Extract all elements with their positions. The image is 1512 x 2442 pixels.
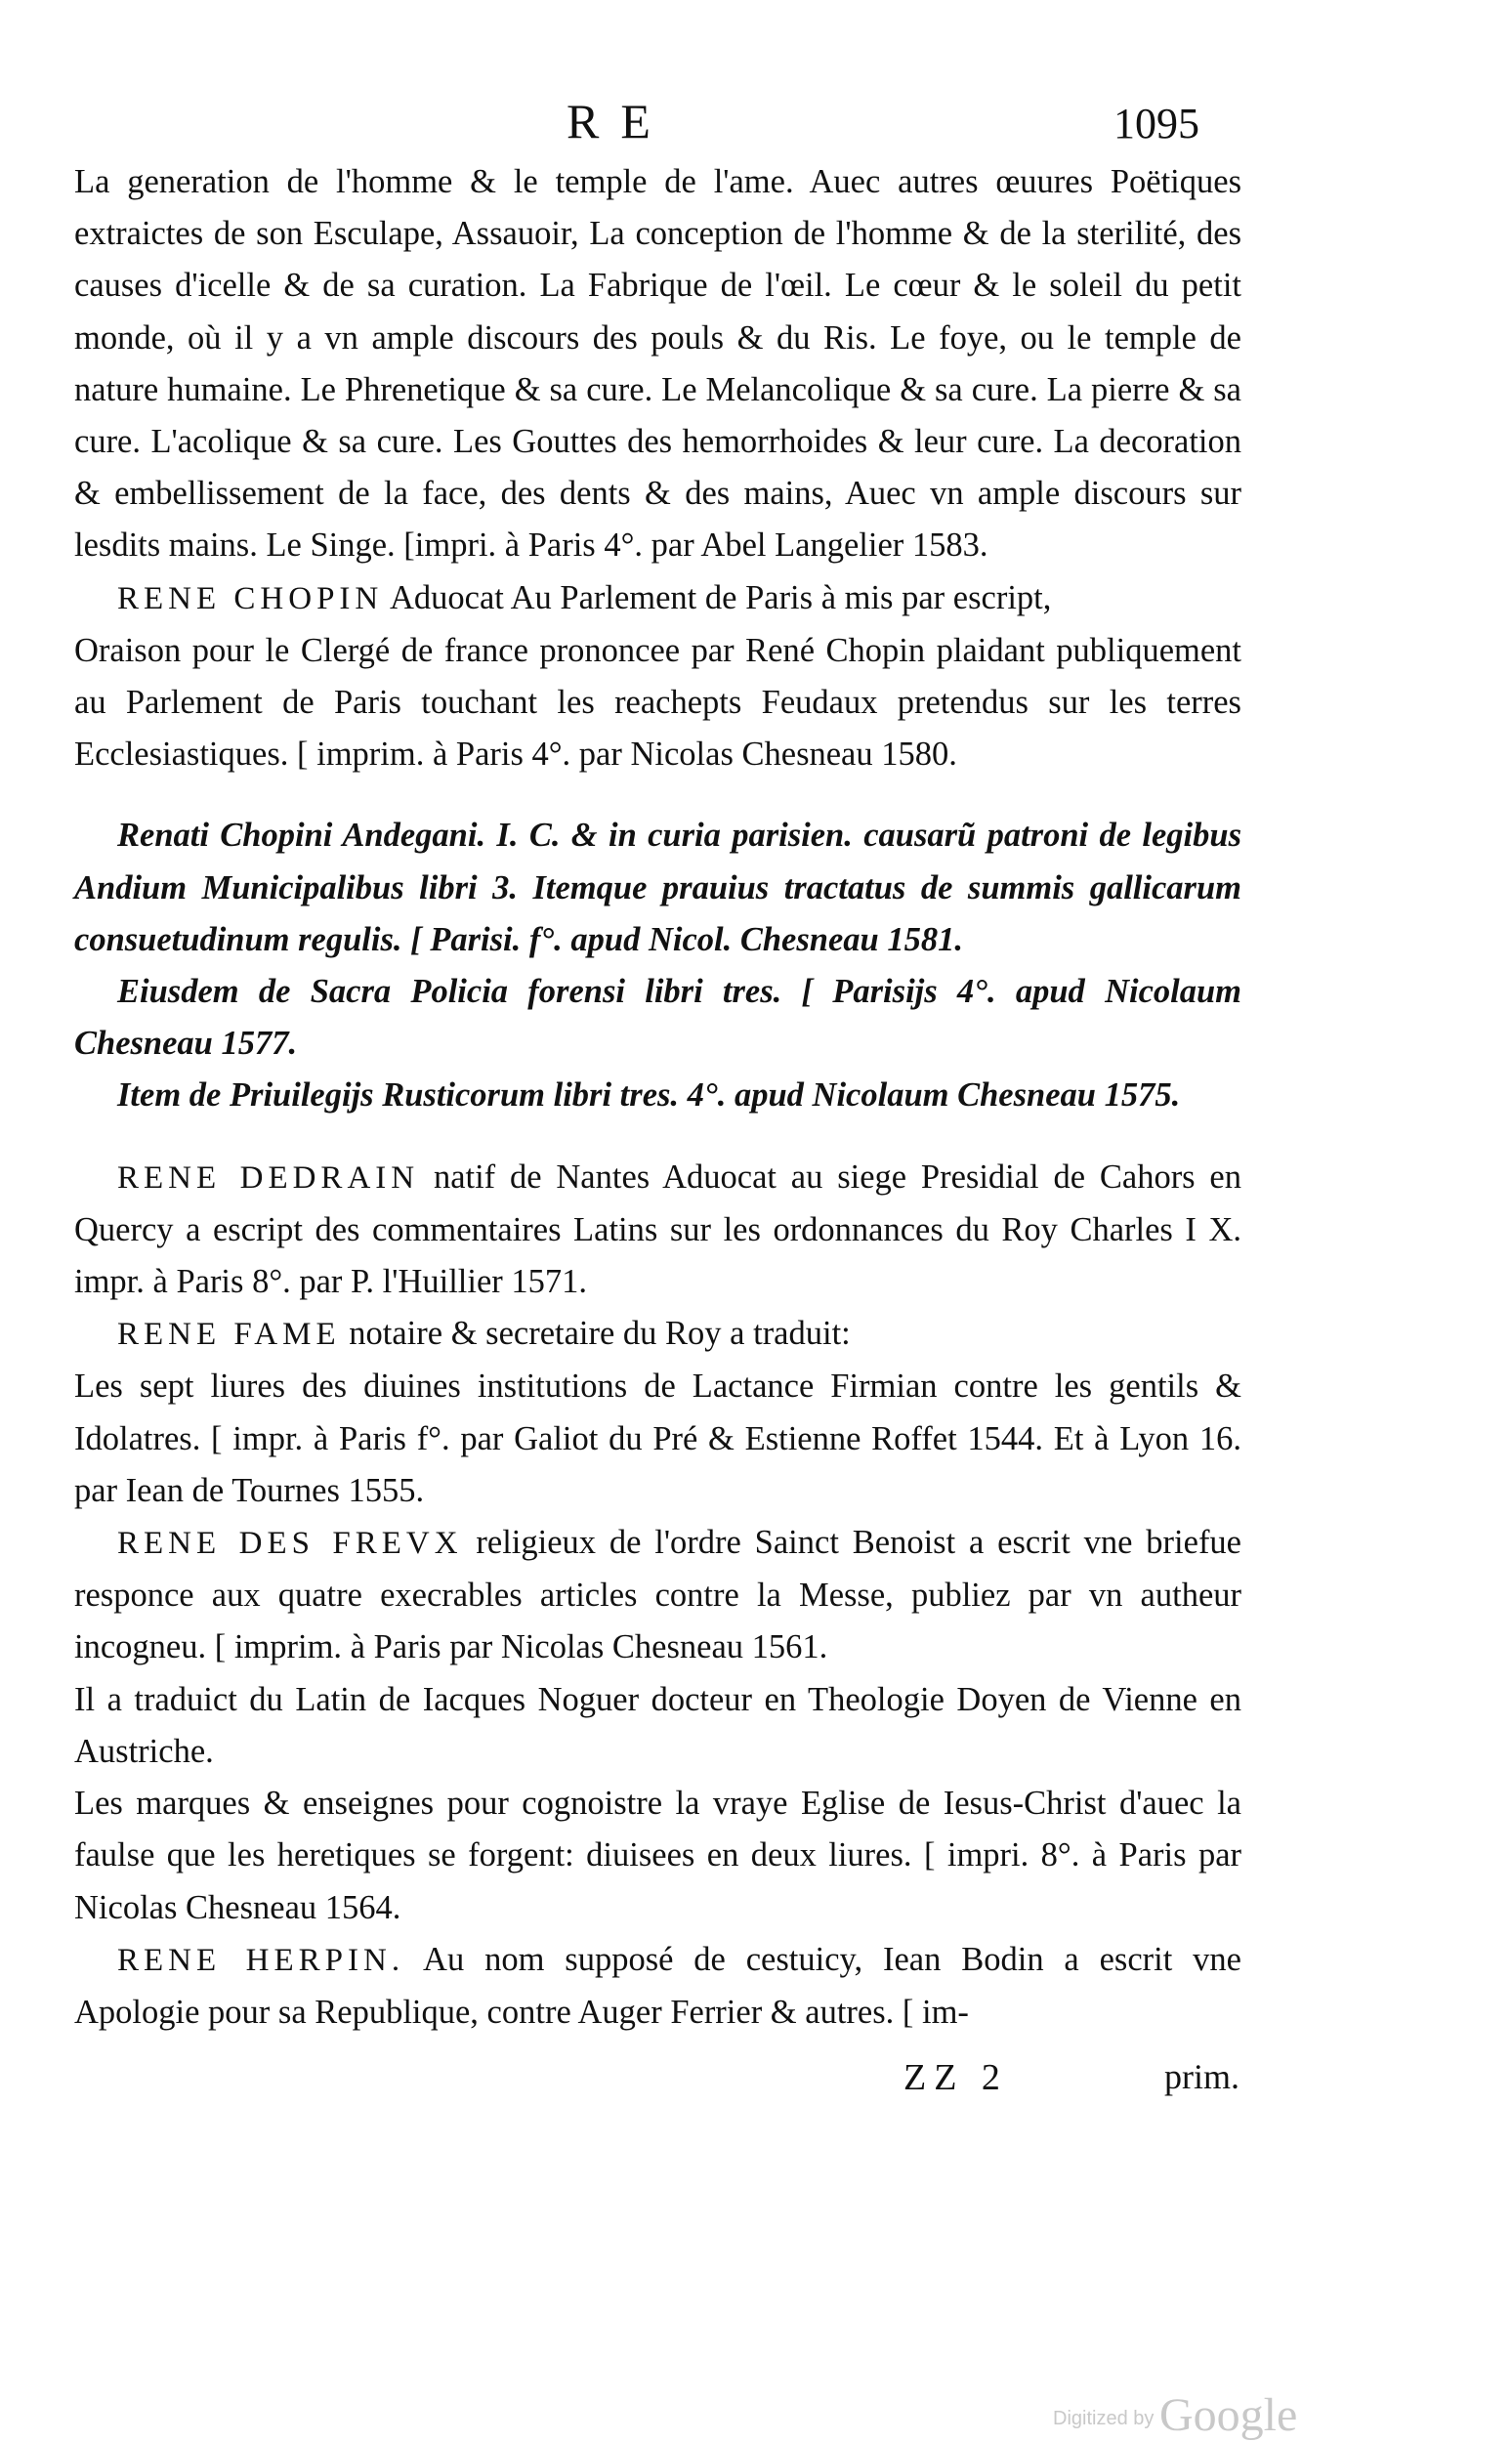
page-number: 1095 [1113, 100, 1199, 147]
watermark-prefix: Digitized by [1053, 2408, 1155, 2429]
google-logo: Google [1158, 2389, 1298, 2441]
author-name: RENE DES FREVX [117, 1526, 463, 1562]
work-entry [74, 1778, 1241, 1934]
entry-rene-des-frevx [74, 1517, 1241, 1674]
entry-description: natif de Nantes Aduocat au siege Presidial de Cahors en Quercy a escript des commentaires Latins sur les ordonnances du Roy Charles I X. impr. à Paris 8°. par P. l'Huillier 1571. [74, 1158, 1241, 1301]
entry-description: religieux de l'ordre Sainct Benoist a escrit vne briefue responce aux quatre execrables articles contre la Messe, publiez par vn autheur incogneu. [ imprim. à Paris par Nicolas Chesneau 1561. [74, 1524, 1241, 1666]
author-name: RENE CHOPIN [117, 580, 384, 616]
entry-rene-chopin [74, 572, 1241, 625]
latin-work-entry [74, 810, 1241, 966]
author-name: RENE HERPIN. [117, 1942, 405, 1978]
work-text: Item de Priuilegijs Rusticorum libri tres. 4°. apud Nicolaum Chesneau 1575. [117, 1076, 1181, 1115]
running-head: RE [567, 94, 672, 148]
entry-rene-fame [74, 1308, 1241, 1361]
author-name: RENE DEDRAIN [117, 1159, 420, 1196]
signature-mark: ZZ 2 [903, 2057, 1008, 2098]
work-text: Les marques & enseignes pour cognoistre la vraye Eglise de Iesus-Christ d'auec la faulse que les heretiques se forgent: diuisees en deux liures. [ impri. 8°. à Paris par Nicolas Chesneau 1564. [74, 1785, 1241, 1926]
work-entry [74, 625, 1241, 781]
paragraph-continuation [74, 156, 1241, 572]
work-entry [74, 1674, 1241, 1778]
main-text [74, 156, 1241, 2039]
work-text: Oraison pour le Clergé de france prononcee par René Chopin plaidant publiquement au Parlement de Paris touchant les reachepts Feudaux pretendus sur les terres Ecclesiastiques. [ imprim. à Paris 4°. par Nicolas Chesneau 1580. [74, 631, 1241, 774]
work-text: Renati Chopini Andegani. I. C. & in curia parisien. causarũ patroni de legibus Andium Municipalibus libri 3. Itemque prauius tractatus de summis gallicarum consuetudinum regulis. [ Parisi. f°. apud Nicol. Chesneau 1581. [74, 817, 1241, 958]
latin-work-entry [74, 1070, 1241, 1121]
work-text: Eiusdem de Sacra Policia forensi libri tres. [ Parisijs 4°. apud Nicolaum Chesneau 1577. [74, 973, 1241, 1063]
work-text: Il a traduict du Latin de Iacques Noguer docteur en Theologie Doyen de Vienne en Austriche. [74, 1680, 1241, 1770]
work-text: Les sept liures des diuines institutions de Lactance Firmian contre les gentils & Idolatres. [ impr. à Paris f°. par Galiot du Pré & Estienne Roffet 1544. Et à Lyon 16. par Iean de Tournes 1555. [74, 1368, 1241, 1509]
entry-rene-dedrain [74, 1152, 1241, 1309]
author-name: RENE FAME [117, 1317, 341, 1353]
entry-description: notaire & secretaire du Roy a traduit: [349, 1315, 851, 1353]
entry-description: Au nom supposé de cestuicy, Iean Bodin a escrit vne Apologie pour sa Republique, contre Auger Ferrier & autres. [ im- [74, 1940, 1241, 2031]
entry-description: Aduocat Au Parlement de Paris à mis par escript, [390, 578, 1052, 616]
latin-work-entry [74, 966, 1241, 1070]
paragraph-text: La generation de l'homme & le temple de l'ame. Auec autres œuures Poëtiques extraictes de son Esculape, Assauoir, La conception de l'homme & de la sterilité, des causes d'icelle & de sa curation. La Fabrique de l'œil. Le cœur & le soleil du petit monde, où il y a vn ample discours des pouls & du Ris. Le foye, ou le temple de nature humaine. Le Phrenetique & sa cure. Le Melancolique & sa cure. La pierre & sa cure. L'acolique & sa cure. Les Gouttes des hemorrhoides & leur cure. La decoration & embellissement de la face, des dents & des mains, Auec vn ample discours sur lesdits mains. Le Singe. [impri. à Paris 4°. par Abel Langelier 1583. [74, 163, 1241, 565]
catchword: prim. [1164, 2057, 1239, 2096]
digitized-watermark [1053, 2388, 1297, 2442]
page-header [0, 93, 1512, 151]
work-entry [74, 1361, 1241, 1517]
entry-rene-herpin [74, 1934, 1241, 2039]
